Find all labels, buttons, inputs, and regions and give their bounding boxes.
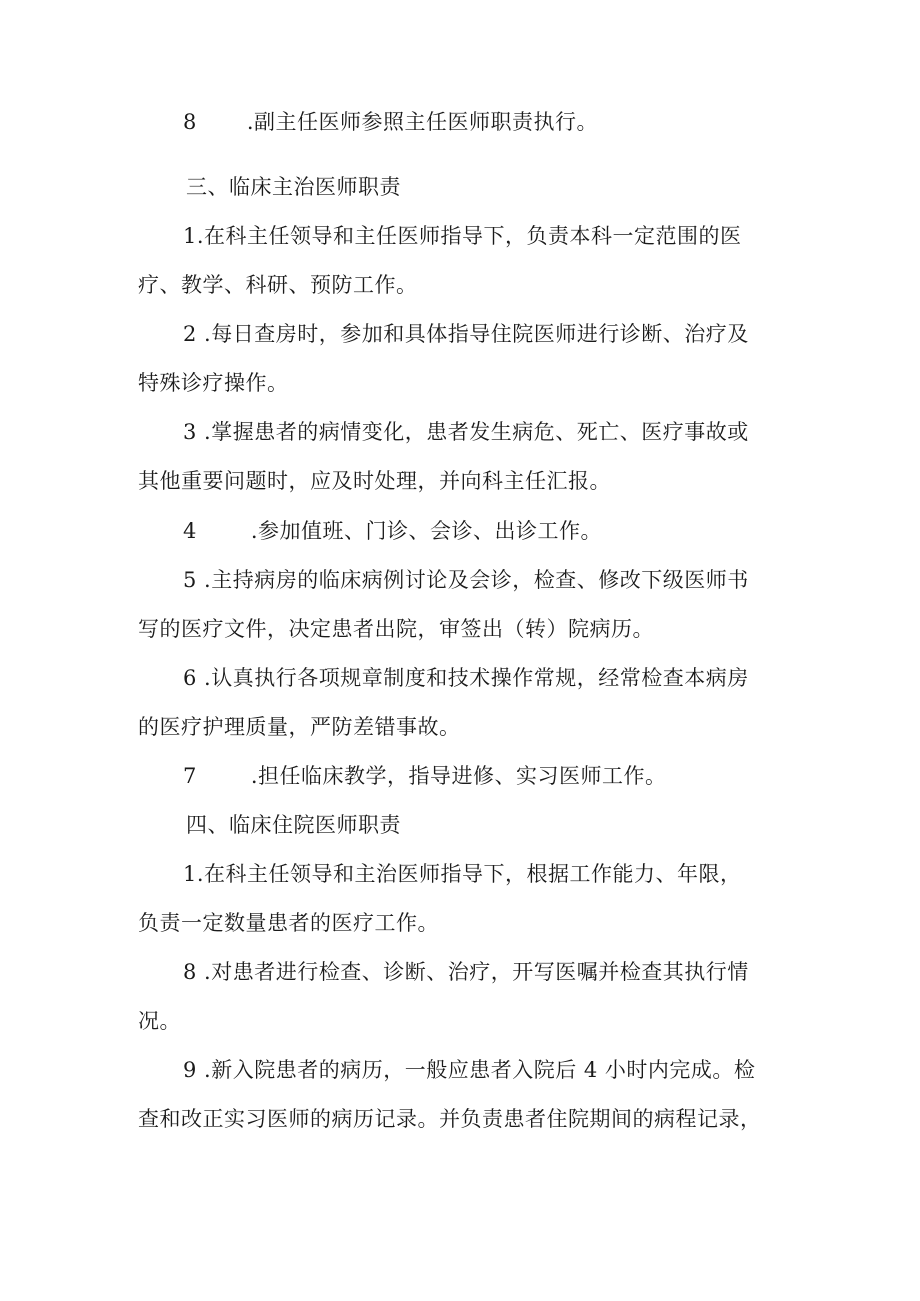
- item-number: 4: [183, 519, 197, 543]
- paragraph-line: 1.在科主任领导和主治医师指导下，根据工作能力、年限，: [183, 862, 742, 886]
- paragraph-line: 5 .主持病房的临床病例讨论及会诊，检查、修改下级医师书: [183, 568, 749, 592]
- paragraph-line: 6 .认真执行各项规章制度和技术操作常规，经常检查本病房: [183, 666, 749, 690]
- paragraph-line: 负责一定数量患者的医疗工作。: [138, 911, 439, 935]
- paragraph-line: 特殊诊疗操作。: [138, 371, 289, 395]
- paragraph-line: 1.在科主任领导和主任医师指导下，负责本科一定范围的医: [183, 224, 742, 248]
- paragraph-line: 3 .掌握患者的病情变化，患者发生病危、死亡、医疗事故或: [183, 420, 749, 444]
- list-item: [183, 517, 602, 545]
- paragraph-line: 9 .新入院患者的病历，一般应患者入院后 4 小时内完成。检: [183, 1058, 756, 1082]
- item-text: .参加值班、门诊、会诊、出诊工作。: [250, 519, 603, 543]
- item-text: .担任临床教学，指导进修、实习医师工作。: [250, 764, 667, 788]
- section-heading: 四、临床住院医师职责: [186, 813, 401, 837]
- item-8-top: [183, 108, 598, 136]
- paragraph-line: 的医疗护理质量，严防差错事故。: [138, 715, 461, 739]
- paragraph-line: 8 .对患者进行检查、诊断、治疗，开写医嘱并检查其执行情: [183, 960, 749, 984]
- paragraph-line: 况。: [138, 1009, 181, 1033]
- item-text: .副主任医师参照主任医师职责执行。: [246, 110, 599, 134]
- paragraph-line: 其他重要问题时，应及时处理，并向科主任汇报。: [138, 469, 611, 493]
- item-number: 7: [183, 764, 197, 788]
- paragraph-line: 2 .每日查房时，参加和具体指导住院医师进行诊断、治疗及: [183, 322, 749, 346]
- paragraph-line: 疗、教学、科研、预防工作。: [138, 273, 418, 297]
- section-heading: 三、临床主治医师职责: [186, 175, 401, 199]
- list-item: [183, 762, 667, 790]
- paragraph-line: 查和改正实习医师的病历记录。并负责患者住院期间的病程记录，: [138, 1107, 762, 1131]
- paragraph-line: 写的医疗文件，决定患者出院，审签出（转）院病历。: [138, 617, 654, 641]
- item-number: 8: [183, 110, 197, 134]
